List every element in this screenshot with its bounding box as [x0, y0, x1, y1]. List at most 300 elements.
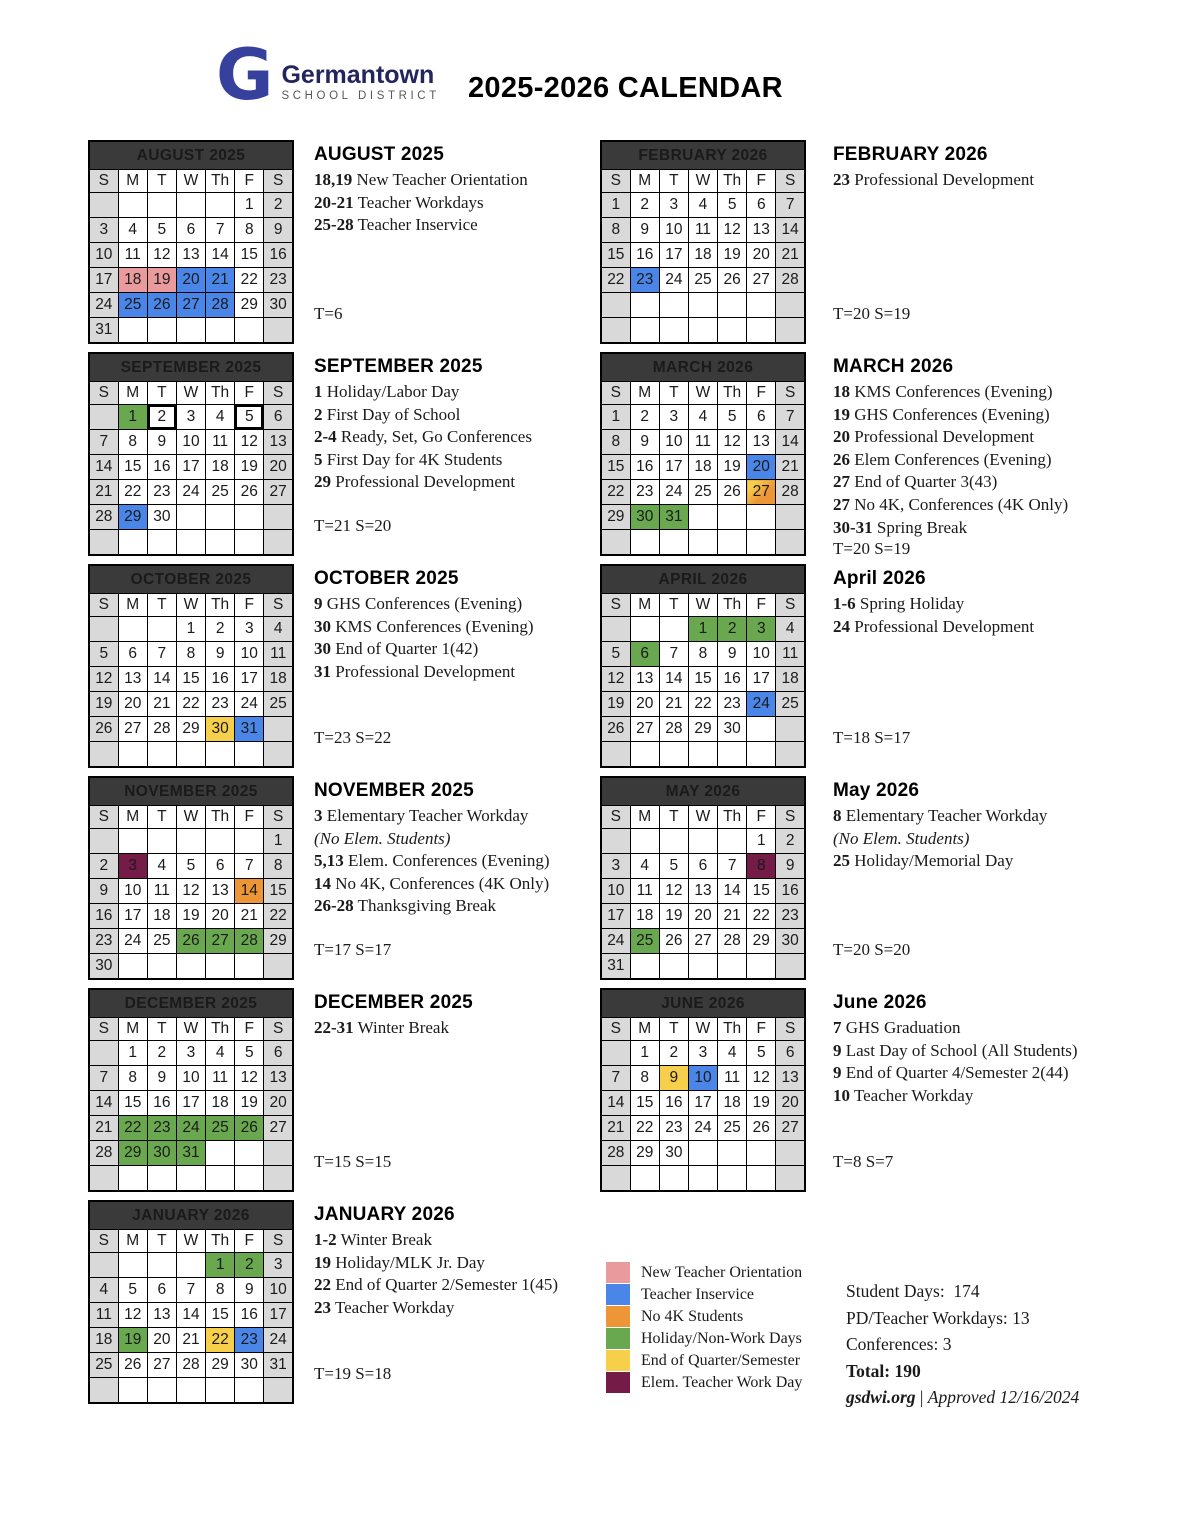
day-cell-4: 4 — [264, 617, 293, 642]
page-header — [0, 0, 1187, 140]
day-cell-23: 23 — [147, 480, 176, 505]
day-cell-30: 30 — [147, 505, 176, 530]
day-cell-16: 16 — [659, 1091, 688, 1116]
day-cell-22: 22 — [601, 480, 630, 505]
day-cell-2: 2 — [630, 193, 659, 218]
day-cell-22: 22 — [747, 904, 776, 929]
day-cell-28: 28 — [89, 1141, 118, 1166]
day-cell-27: 27 — [118, 717, 147, 742]
day-of-week-header: M — [118, 594, 147, 617]
day-cell-21: 21 — [147, 692, 176, 717]
day-cell-30: 30 — [630, 505, 659, 530]
day-cell-6: 6 — [776, 1041, 805, 1066]
day-cell-empty — [688, 829, 717, 854]
calendar-month-title: MARCH 2026 — [601, 353, 805, 382]
day-cell-6: 6 — [630, 642, 659, 667]
month-notes-block-february-2026 — [815, 140, 1145, 352]
day-cell-28: 28 — [601, 1141, 630, 1166]
event-note: 3 Elementary Teacher Workday — [314, 806, 529, 825]
day-cell-24: 24 — [688, 1116, 717, 1141]
day-cell-empty — [747, 530, 776, 556]
day-cell-26: 26 — [176, 929, 205, 954]
day-cell-6: 6 — [206, 854, 235, 879]
day-cell-5: 5 — [89, 642, 118, 667]
legend-item-maroon — [606, 1372, 834, 1393]
day-cell-13: 13 — [206, 879, 235, 904]
day-cell-31: 31 — [235, 717, 264, 742]
day-cell-empty — [601, 742, 630, 768]
day-of-week-header: F — [747, 1018, 776, 1041]
event-note: 19 Holiday/MLK Jr. Day — [314, 1252, 485, 1272]
day-cell-empty — [264, 318, 293, 344]
day-of-week-header: S — [89, 170, 118, 193]
day-cell-1: 1 — [601, 193, 630, 218]
day-cell-20: 20 — [630, 692, 659, 717]
month-day-totals: T=8 S=7 — [833, 1152, 894, 1171]
day-cell-empty — [147, 1253, 176, 1278]
month-notes-block-june-2026 — [815, 988, 1145, 1200]
day-cell-20: 20 — [776, 1091, 805, 1116]
day-cell-15: 15 — [264, 879, 293, 904]
day-cell-empty — [776, 954, 805, 980]
day-cell-empty — [235, 954, 264, 980]
day-of-week-header: T — [659, 170, 688, 193]
day-cell-22: 22 — [688, 692, 717, 717]
day-cell-22: 22 — [118, 480, 147, 505]
day-of-week-header: W — [688, 382, 717, 405]
day-cell-1: 1 — [118, 1041, 147, 1066]
day-cell-1: 1 — [206, 1253, 235, 1278]
day-of-week-header: F — [235, 382, 264, 405]
day-cell-10: 10 — [601, 879, 630, 904]
event-note: 18,19 New Teacher Orientation — [314, 170, 528, 189]
day-cell-empty — [264, 1141, 293, 1166]
day-cell-24: 24 — [118, 929, 147, 954]
day-cell-empty — [118, 829, 147, 854]
day-cell-12: 12 — [718, 218, 747, 243]
day-cell-21: 21 — [601, 1116, 630, 1141]
day-cell-empty — [147, 530, 176, 556]
day-cell-7: 7 — [659, 642, 688, 667]
day-cell-empty — [118, 318, 147, 344]
day-cell-22: 22 — [235, 268, 264, 293]
event-note: 26-28 Thanksgiving Break — [314, 896, 496, 916]
day-cell-27: 27 — [776, 1116, 805, 1141]
day-cell-empty — [718, 505, 747, 530]
day-cell-5: 5 — [718, 193, 747, 218]
day-of-week-header: S — [89, 1018, 118, 1041]
day-cell-27: 27 — [630, 717, 659, 742]
day-cell-3: 3 — [659, 405, 688, 430]
event-note: 23 Teacher Workday — [314, 1297, 455, 1317]
event-note: 27 End of Quarter 3(43) — [833, 472, 998, 492]
day-cell-16: 16 — [235, 1303, 264, 1328]
event-note: 10 Teacher Workday — [833, 1085, 974, 1105]
day-cell-empty — [688, 954, 717, 980]
event-note: 20-21 Teacher Workdays — [314, 192, 484, 212]
day-cell-2: 2 — [718, 617, 747, 642]
month-notes-title: JANUARY 2026 — [314, 1204, 455, 1225]
day-cell-18: 18 — [206, 455, 235, 480]
district-subtitle: SCHOOL DISTRICT — [281, 89, 440, 102]
day-cell-21: 21 — [235, 904, 264, 929]
day-cell-10: 10 — [176, 430, 205, 455]
day-of-week-header: T — [147, 1018, 176, 1041]
day-cell-empty — [206, 742, 235, 768]
month-notes-title: SEPTEMBER 2025 — [314, 356, 483, 377]
day-cell-15: 15 — [206, 1303, 235, 1328]
day-cell-14: 14 — [601, 1091, 630, 1116]
day-cell-12: 12 — [235, 1066, 264, 1091]
month-notes-block-october-2025 — [296, 564, 600, 776]
day-cell-empty — [747, 505, 776, 530]
day-cell-23: 23 — [147, 1116, 176, 1141]
month-notes-block-march-2026 — [815, 352, 1145, 564]
day-cell-2: 2 — [147, 405, 176, 430]
event-note: 5 First Day for 4K Students — [314, 449, 503, 469]
day-cell-empty — [206, 505, 235, 530]
day-cell-29: 29 — [118, 1141, 147, 1166]
day-of-week-header: S — [601, 170, 630, 193]
day-cell-30: 30 — [235, 1353, 264, 1378]
day-cell-13: 13 — [264, 1066, 293, 1091]
day-cell-empty — [659, 318, 688, 344]
day-of-week-header: W — [176, 594, 205, 617]
month-notes-block-january-2026 — [296, 1200, 600, 1412]
day-cell-empty — [659, 829, 688, 854]
day-cell-empty — [89, 829, 118, 854]
day-cell-4: 4 — [688, 405, 717, 430]
day-cell-15: 15 — [176, 667, 205, 692]
day-cell-empty — [118, 530, 147, 556]
day-cell-30: 30 — [206, 717, 235, 742]
day-cell-31: 31 — [89, 318, 118, 344]
month-notes-november-2025 — [296, 776, 600, 974]
day-of-week-header: F — [235, 1230, 264, 1253]
month-notes-title: FEBRUARY 2026 — [833, 144, 988, 165]
month-notes-title: June 2026 — [833, 992, 927, 1013]
day-cell-empty — [688, 742, 717, 768]
day-of-week-header: T — [659, 594, 688, 617]
day-cell-3: 3 — [176, 405, 205, 430]
day-of-week-header: F — [747, 382, 776, 405]
day-cell-31: 31 — [601, 954, 630, 980]
event-note: 30 KMS Conferences (Evening) — [314, 616, 534, 636]
day-cell-empty — [776, 318, 805, 344]
day-of-week-header: M — [118, 1018, 147, 1041]
month-notes-block-december-2025 — [296, 988, 600, 1200]
day-cell-empty — [206, 1141, 235, 1166]
month-day-totals: T=6 — [314, 304, 343, 323]
day-cell-18: 18 — [718, 1091, 747, 1116]
day-cell-23: 23 — [206, 692, 235, 717]
legend-color-swatch-blue — [606, 1284, 630, 1305]
day-cell-22: 22 — [601, 268, 630, 293]
day-cell-29: 29 — [688, 717, 717, 742]
day-cell-empty — [147, 193, 176, 218]
day-cell-24: 24 — [747, 692, 776, 717]
day-cell-10: 10 — [659, 218, 688, 243]
day-cell-24: 24 — [264, 1328, 293, 1353]
month-block-march-2026 — [600, 352, 815, 564]
month-notes-title: April 2026 — [833, 568, 926, 589]
day-cell-26: 26 — [718, 268, 747, 293]
day-cell-4: 4 — [89, 1278, 118, 1303]
day-cell-empty — [601, 829, 630, 854]
day-cell-empty — [176, 1378, 205, 1404]
day-cell-24: 24 — [235, 692, 264, 717]
month-notes-september-2025 — [296, 352, 600, 550]
day-cell-23: 23 — [659, 1116, 688, 1141]
legend-label: Teacher Inservice — [641, 1285, 755, 1303]
day-cell-29: 29 — [176, 717, 205, 742]
footer-approval-line — [846, 1384, 1079, 1411]
day-of-week-header: M — [118, 806, 147, 829]
legend-label: New Teacher Orientation — [641, 1263, 803, 1281]
day-of-week-header: S — [776, 806, 805, 829]
day-cell-19: 19 — [118, 1328, 147, 1353]
day-cell-empty — [235, 1141, 264, 1166]
day-cell-29: 29 — [747, 929, 776, 954]
day-cell-empty — [601, 530, 630, 556]
day-of-week-header: Th — [718, 382, 747, 405]
legend-and-summary — [600, 1200, 1145, 1412]
calendar-grid — [88, 140, 1187, 1412]
month-notes-title: DECEMBER 2025 — [314, 992, 473, 1013]
day-cell-13: 13 — [176, 243, 205, 268]
day-cell-8: 8 — [264, 854, 293, 879]
day-cell-2: 2 — [264, 193, 293, 218]
day-cell-2: 2 — [147, 1041, 176, 1066]
day-cell-14: 14 — [718, 879, 747, 904]
month-notes-title: AUGUST 2025 — [314, 144, 444, 165]
day-cell-25: 25 — [147, 929, 176, 954]
day-cell-empty — [264, 505, 293, 530]
day-cell-3: 3 — [89, 218, 118, 243]
day-cell-14: 14 — [89, 455, 118, 480]
day-cell-20: 20 — [264, 455, 293, 480]
day-cell-20: 20 — [688, 904, 717, 929]
month-notes-block-september-2025 — [296, 352, 600, 564]
day-cell-6: 6 — [747, 193, 776, 218]
day-of-week-header: S — [776, 1018, 805, 1041]
day-of-week-header: T — [659, 806, 688, 829]
day-cell-1: 1 — [630, 1041, 659, 1066]
day-cell-empty — [718, 293, 747, 318]
calendar-month-title: SEPTEMBER 2025 — [89, 353, 293, 382]
event-note: 31 Professional Development — [314, 661, 516, 681]
day-of-week-header: S — [601, 806, 630, 829]
day-cell-empty — [264, 1378, 293, 1404]
day-cell-31: 31 — [659, 505, 688, 530]
month-block-january-2026 — [88, 1200, 296, 1412]
day-cell-25: 25 — [89, 1353, 118, 1378]
day-cell-14: 14 — [89, 1091, 118, 1116]
legend-label: Holiday/Non-Work Days — [641, 1329, 802, 1347]
day-cell-28: 28 — [206, 293, 235, 318]
day-cell-empty — [89, 1041, 118, 1066]
page-title: 2025-2026 CALENDAR — [468, 72, 783, 104]
day-cell-empty — [776, 1166, 805, 1192]
day-cell-30: 30 — [718, 717, 747, 742]
day-cell-7: 7 — [718, 854, 747, 879]
day-cell-empty — [147, 829, 176, 854]
day-cell-empty — [118, 617, 147, 642]
day-cell-11: 11 — [118, 243, 147, 268]
legend-color-swatch-yellow — [606, 1350, 630, 1371]
day-cell-28: 28 — [776, 268, 805, 293]
day-cell-9: 9 — [630, 218, 659, 243]
day-cell-22: 22 — [264, 904, 293, 929]
day-cell-29: 29 — [601, 505, 630, 530]
legend-item-green — [606, 1328, 834, 1349]
day-of-week-header: T — [147, 594, 176, 617]
day-of-week-header: Th — [206, 806, 235, 829]
day-cell-empty — [264, 1166, 293, 1192]
day-cell-empty — [630, 293, 659, 318]
day-cell-4: 4 — [776, 617, 805, 642]
day-cell-8: 8 — [601, 218, 630, 243]
day-of-week-header: S — [264, 382, 293, 405]
day-cell-5: 5 — [747, 1041, 776, 1066]
day-cell-18: 18 — [688, 455, 717, 480]
day-cell-21: 21 — [206, 268, 235, 293]
day-cell-11: 11 — [147, 879, 176, 904]
day-cell-14: 14 — [776, 218, 805, 243]
event-note: 9 End of Quarter 4/Semester 2(44) — [833, 1063, 1069, 1083]
day-of-week-header: S — [264, 806, 293, 829]
legend-item-blue — [606, 1284, 834, 1305]
event-note: 23 Professional Development — [833, 170, 1035, 189]
day-cell-27: 27 — [747, 268, 776, 293]
day-of-week-header: T — [147, 806, 176, 829]
day-cell-16: 16 — [89, 904, 118, 929]
day-cell-8: 8 — [630, 1066, 659, 1091]
day-cell-11: 11 — [206, 430, 235, 455]
day-cell-empty — [118, 742, 147, 768]
day-cell-18: 18 — [206, 1091, 235, 1116]
day-cell-8: 8 — [176, 642, 205, 667]
day-cell-29: 29 — [235, 293, 264, 318]
day-cell-2: 2 — [89, 854, 118, 879]
event-note: 19 GHS Conferences (Evening) — [833, 404, 1050, 424]
day-cell-empty — [176, 193, 205, 218]
day-cell-empty — [89, 742, 118, 768]
day-cell-empty — [89, 1253, 118, 1278]
month-calendar-april-2026 — [600, 564, 806, 768]
event-note: 30-31 Spring Break — [833, 517, 968, 537]
month-calendar-september-2025 — [88, 352, 294, 556]
day-cell-11: 11 — [688, 218, 717, 243]
day-cell-27: 27 — [206, 929, 235, 954]
day-cell-13: 13 — [630, 667, 659, 692]
day-cell-22: 22 — [630, 1116, 659, 1141]
day-cell-19: 19 — [89, 692, 118, 717]
month-day-totals: T=15 S=15 — [314, 1152, 392, 1171]
day-of-week-header: Th — [206, 1230, 235, 1253]
student-days-count: Student Days: 174 — [846, 1281, 980, 1301]
day-cell-empty — [659, 530, 688, 556]
day-of-week-header: M — [118, 382, 147, 405]
day-cell-24: 24 — [176, 1116, 205, 1141]
month-notes-april-2026 — [815, 564, 1145, 762]
day-cell-empty — [176, 1253, 205, 1278]
conferences-count: Conferences: 3 — [846, 1334, 952, 1355]
day-cell-empty — [176, 829, 205, 854]
logo-wordmark — [281, 49, 439, 102]
day-cell-5: 5 — [718, 405, 747, 430]
day-cell-19: 19 — [235, 455, 264, 480]
day-cell-21: 21 — [776, 455, 805, 480]
day-cell-22: 22 — [118, 1116, 147, 1141]
day-cell-7: 7 — [176, 1278, 205, 1303]
day-cell-26: 26 — [659, 929, 688, 954]
day-cell-11: 11 — [264, 642, 293, 667]
total-days: Total: 190 — [846, 1360, 921, 1381]
day-cell-25: 25 — [118, 293, 147, 318]
day-cell-12: 12 — [147, 243, 176, 268]
event-note: 20 Professional Development — [833, 427, 1035, 447]
event-note: 7 GHS Graduation — [833, 1018, 961, 1037]
day-of-week-header: S — [776, 594, 805, 617]
day-cell-7: 7 — [89, 430, 118, 455]
day-cell-4: 4 — [147, 854, 176, 879]
day-cell-20: 20 — [747, 243, 776, 268]
day-cell-empty — [176, 742, 205, 768]
day-cell-9: 9 — [147, 1066, 176, 1091]
month-notes-block-may-2026 — [815, 776, 1145, 988]
day-cell-empty — [718, 742, 747, 768]
day-cell-19: 19 — [235, 1091, 264, 1116]
day-cell-empty — [747, 742, 776, 768]
day-cell-7: 7 — [776, 405, 805, 430]
day-of-week-header: F — [747, 806, 776, 829]
day-cell-5: 5 — [601, 642, 630, 667]
day-cell-9: 9 — [776, 854, 805, 879]
month-notes-january-2026 — [296, 1200, 600, 1398]
day-cell-18: 18 — [776, 667, 805, 692]
event-note: 30 End of Quarter 1(42) — [314, 639, 479, 659]
day-cell-empty — [747, 1141, 776, 1166]
day-cell-25: 25 — [630, 929, 659, 954]
day-cell-31: 31 — [176, 1141, 205, 1166]
day-cell-6: 6 — [176, 218, 205, 243]
legend-label: No 4K Students — [641, 1307, 744, 1325]
day-cell-15: 15 — [601, 243, 630, 268]
day-cell-empty — [747, 293, 776, 318]
day-cell-23: 23 — [776, 904, 805, 929]
month-calendar-january-2026 — [88, 1200, 294, 1404]
day-cell-10: 10 — [688, 1066, 717, 1091]
day-cell-7: 7 — [206, 218, 235, 243]
event-note: 18 KMS Conferences (Evening) — [833, 382, 1053, 401]
day-cell-27: 27 — [747, 480, 776, 505]
day-cell-26: 26 — [601, 717, 630, 742]
day-cell-26: 26 — [718, 480, 747, 505]
day-cell-empty — [235, 829, 264, 854]
legend-item-orange — [606, 1306, 834, 1327]
day-cell-6: 6 — [147, 1278, 176, 1303]
day-cell-9: 9 — [630, 430, 659, 455]
month-day-totals: T=19 S=18 — [314, 1364, 392, 1383]
day-cell-empty — [89, 193, 118, 218]
day-cell-empty — [235, 1166, 264, 1192]
day-cell-6: 6 — [264, 1041, 293, 1066]
calendar-month-title: NOVEMBER 2025 — [89, 777, 293, 806]
footer-divider: | — [915, 1387, 928, 1408]
day-cell-empty — [601, 293, 630, 318]
day-cell-4: 4 — [118, 218, 147, 243]
